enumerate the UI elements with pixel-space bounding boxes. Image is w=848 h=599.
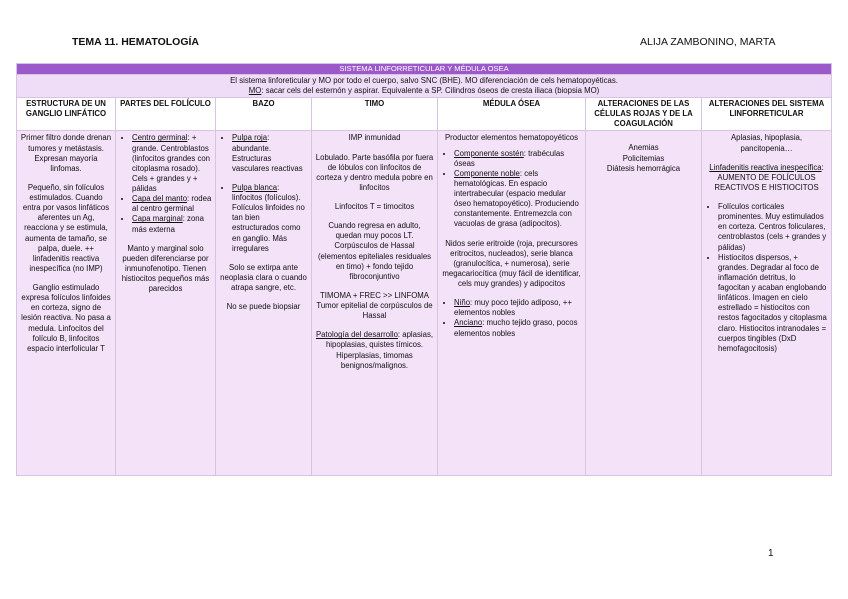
list-item [232,133,308,174]
cell-paragraph: Pequeño, sin folículos estimulados. Cuando entra por vasos linfáticos aferentes un Ag, reacciona y se estimula, aumenta de tamaño, se palpa, duele. ++ linfadenitis reactiva inespecífica (no IMP) [22,182,110,273]
list-item [454,169,582,230]
author-name: ALIJA ZAMBONINO, MARTA [640,36,776,48]
cell-paragraph: IMP inmunidad [348,133,401,143]
cell-paragraph [705,163,828,193]
list-item [454,149,582,169]
cell-bazo [216,131,312,476]
bullet-list [119,133,212,234]
cell-timo [312,131,438,476]
cell-medula [438,131,586,476]
column-header: ALTERACIONES DEL SISTEMA LINFORRETICULAR [702,98,832,131]
item-text: : + grande. Centroblastos (linfocitos grandes con citoplasma rosado). Cels + grandes y + pálidas [132,133,211,194]
item-label: Componente sostén [454,148,524,158]
item-text: : cels hematológicas. En espacio intertrabecular (espacio medular óseo hematopoyético). Produciendo constantemente. Entremezcla con vacuolas de grasa (adipocitos). [454,168,579,229]
summary-table [16,63,832,476]
cell-foliculo [116,131,216,476]
list-item [454,318,582,338]
item-text: : abundante. Estructuras vasculares reactivas [232,133,303,173]
bullet-list [705,202,828,354]
list-item [232,183,308,254]
item-label: Pulpa roja [232,133,268,143]
list-item [132,133,212,194]
cell-paragraph: No se puede biopsiar [226,302,301,312]
intro-line-2 [20,86,828,96]
item-label: Capa marginal [132,214,183,224]
item-label: Niño [454,298,471,308]
cell-paragraph: Tumor epitelial de corpúsculos de Hassal [316,301,433,321]
column-header: ALTERACIONES DE LAS CÉLULAS ROJAS Y DE LA COAGULACIÓN [586,98,702,131]
item-label: Anciano [454,318,483,328]
item-text: : linfocitos (folículos). Folículos linfoides no tan bien estructurados como en ganglio. Más irregulares [232,182,305,253]
cell-paragraph: Nidos serie eritroide (roja, precursores eritrocitos, nucleados), serie blanca (granulocítica, + numerosa), serie megacariocítica (muy fácil de identificar, cels muy grandes) y adipocitos [442,238,581,289]
cell-line: Anemias [628,143,659,153]
cell-paragraph: Lobulado. Parte basófila por fuera de lóbulos con linfocitos de corteza y dentro medula pobre en linfocitos [315,152,434,192]
cell-ganglio [17,131,116,476]
column-header: MÉDULA ÓSEA [438,98,586,131]
item-label: Pulpa blanca [232,182,278,192]
cell-paragraph [315,330,434,371]
bullet-list [441,298,582,339]
list-item: • Histiocitos dispersos, + grandes. Degradar al foco de inflamación detritus, lo fagocitan y acaban englobando linfáticos. Imagen en cielo estrellado = histiocitos con restos fagocitados y citoplasma claro. Histiocitos intranodales = cuerpos tingibles (DxD hemofagocitosis) [718,253,828,354]
cell-paragraph: Manto y marginal solo pueden diferenciarse por inmunofenotipo. Tienen histiocitos pequeños más parecidos [121,243,210,294]
item-text: : mucho tejido graso, pocos elementos nobles [454,318,578,338]
cell-alteraciones-linfo [702,131,832,476]
cell-paragraph: Primer filtro donde drenan tumores y metástasis. Expresan mayoría linfomas. [20,133,112,173]
item-label: Linfadenitis reactiva inespecífica [709,162,822,172]
cell-paragraph: TIMOMA + FREC >> LINFOMA [320,290,429,300]
list-item [132,214,212,234]
cell-paragraph: Productor elementos hematopoyéticos [444,133,579,143]
item-label: Capa del manto [132,194,188,204]
bullet-list [441,149,582,230]
column-header: BAZO [216,98,312,131]
item-label: Componente noble [454,168,520,178]
item-text: : AUMENTO DE FOLÍCULOS REACTIVOS E HISTIOCITOS [714,162,824,192]
column-header: PARTES DEL FOLÍCULO [116,98,216,131]
item-text: : muy poco tejido adiposo, ++ elementos nobles [454,298,572,318]
intro-line-1: El sistema linforeticular y MO por todo el cuerpo, salvo SNC (BHE). MO diferenciación de cels hematopoyéticas. [230,75,618,85]
cell-paragraph: Solo se extirpa ante neoplasia clara o cuando atrapa sangre, etc. [220,262,307,293]
item-text: : aplasias, hipoplasias, quistes tímicos. Hiperplasias, timomas benignos/malignos. [325,330,434,370]
document-title: TEMA 11. HEMATOLOGÍA [72,36,199,48]
bullet-list [219,133,308,253]
intro-mo-label: MO [248,85,262,95]
item-label: Patología del desarrollo [315,330,398,340]
item-text: : trabéculas óseas [454,148,565,168]
page-number: 1 [768,548,774,559]
cell-line: Policitemias [622,153,665,163]
list-item [454,298,582,318]
column-header: ESTRUCTURA DE UN GANGLIO LINFÁTICO [17,98,116,131]
cell-paragraph: Cuando regresa en adulto, quedan muy pocos LT. Corpúsculos de Hassal (elementos epiteliales residuales en timo) + fondo tejido fibroconjuntivo [317,221,432,281]
cell-alteraciones-rojas [586,131,702,476]
table-title: SISTEMA LINFORRETICULAR Y MÉDULA OSEA [17,64,832,75]
column-header: TIMO [312,98,438,131]
list-item [132,194,212,214]
cell-paragraph: Ganglio estimulado expresa folículos linfoides en corteza, signo de lesión reactiva. No pasa a medula. Linfocitos del folículo B, linfocitos espacio interfolicular T [21,283,111,353]
cell-paragraph: Linfocitos T = timocitos [334,202,415,212]
table-intro [17,74,832,97]
item-text: : zona más externa [132,214,204,234]
list-item: • Folículos corticales prominentes. Muy estimulados en corteza. Centros foliculares, centroblastos (cels + grandes y pálidas) [718,202,828,253]
item-text: : rodea al centro germinal [132,194,212,214]
intro-mo-text: : sacar cels del esternón y aspirar. Equivalente a SP. Cilindros óseos de cresta iliaca (biopsia MO) [261,85,600,95]
cell-line: Diátesis hemorrágica [606,163,681,173]
item-label: Centro germinal [132,133,188,143]
cell-paragraph: Aplasias, hipoplasia, pancitopenia… [730,133,803,153]
